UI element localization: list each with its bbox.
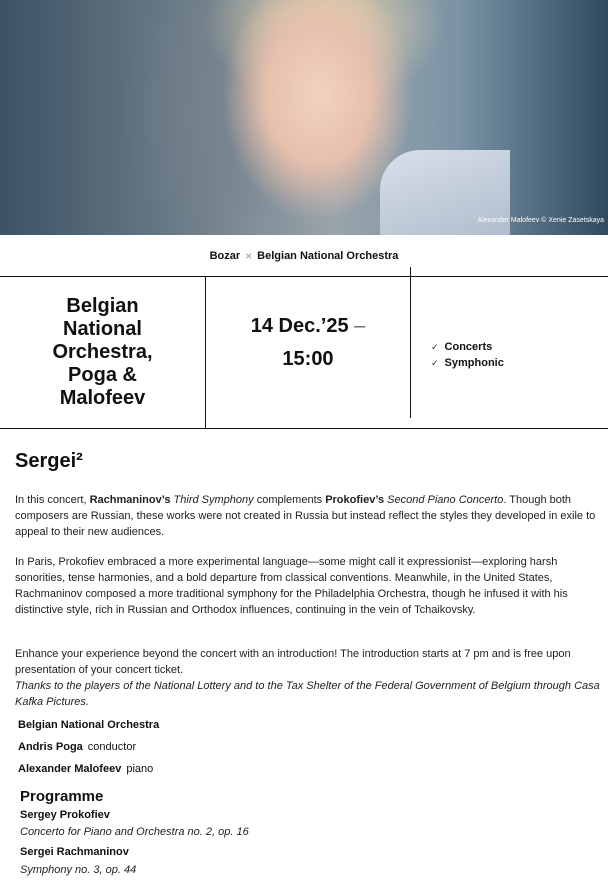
tag-label: Symphonic — [444, 357, 504, 369]
check-icon: ✓ — [431, 358, 439, 368]
description-paragraph: In this concert, Rachmaninov’s Third Symphony complements Prokofiev’s Second Piano Concerto. Though both composers are Russian, these works were not created in Russia but instead reflect the styles they developed in exile to appeal to their new audiences. — [15, 494, 596, 538]
event-date: 14 Dec.’25 — [250, 314, 349, 337]
description-paragraph: In Paris, Prokofiev embraced a more experimental language—some might call it expressionist—exploring harsh sonorities, tense harmonies, and a bold departure from classical conventions. Meanwhile, in the United States, Rachmaninov composed a more traditional symphony for the Philadelphia Orchestra, though he infused it with his distinctive style, rich in Russian and Orthodox influences, continuing in the vein of Tchaikovsky. — [15, 556, 568, 616]
event-title-line: National — [63, 318, 142, 340]
programme-composer: Sergey Prokofiev — [20, 809, 110, 821]
event-title-line: Poga & — [68, 364, 137, 386]
partner-orchestra: Belgian National Orchestra — [257, 249, 399, 262]
performer: Andris Poga conductor — [18, 741, 137, 753]
event-time: 15:00 — [282, 347, 334, 370]
tag-symphonic[interactable] — [431, 355, 504, 371]
programme-work: Symphony no. 3, op. 44 — [20, 864, 137, 876]
section-title: Sergei² — [15, 450, 83, 472]
programme-work: Concerto for Piano and Orchestra no. 2, op. 16 — [20, 826, 249, 838]
check-icon: ✓ — [431, 342, 439, 352]
performer: Belgian National Orchestra — [18, 719, 160, 731]
photo-credit: Alexander Malofeev © Xenie Zasetskaya — [477, 217, 604, 224]
programme-composer: Sergei Rachmaninov — [20, 846, 129, 858]
event-title-line: Malofeev — [59, 387, 146, 409]
event-title-line: Orchestra, — [52, 341, 153, 363]
tag-label: Concerts — [444, 341, 493, 353]
cross-icon: × — [245, 248, 253, 263]
event-title-line: Belgian — [66, 295, 139, 317]
event-tags — [411, 277, 608, 428]
hero-image — [0, 0, 608, 235]
sponsor-text: Thanks to the players of the National Lottery and to the Tax Shelter of the Federal Government of Belgium through Casa Kafka Pictures. — [15, 680, 600, 708]
tag-concerts[interactable] — [431, 339, 504, 355]
partner-bozar: Bozar — [209, 249, 241, 262]
performer: Alexander Malofeev piano — [18, 763, 154, 775]
event-datetime — [206, 267, 411, 418]
date-dash: – — [354, 314, 366, 337]
programme-heading: Programme — [20, 788, 104, 805]
event-info — [0, 277, 608, 429]
event-title — [0, 277, 206, 428]
introduction-text: Enhance your experience beyond the concert with an introduction! The introduction starts at 7 pm and is free upon presentation of your concert ticket. — [15, 648, 571, 676]
introduction-paragraph — [15, 646, 605, 710]
